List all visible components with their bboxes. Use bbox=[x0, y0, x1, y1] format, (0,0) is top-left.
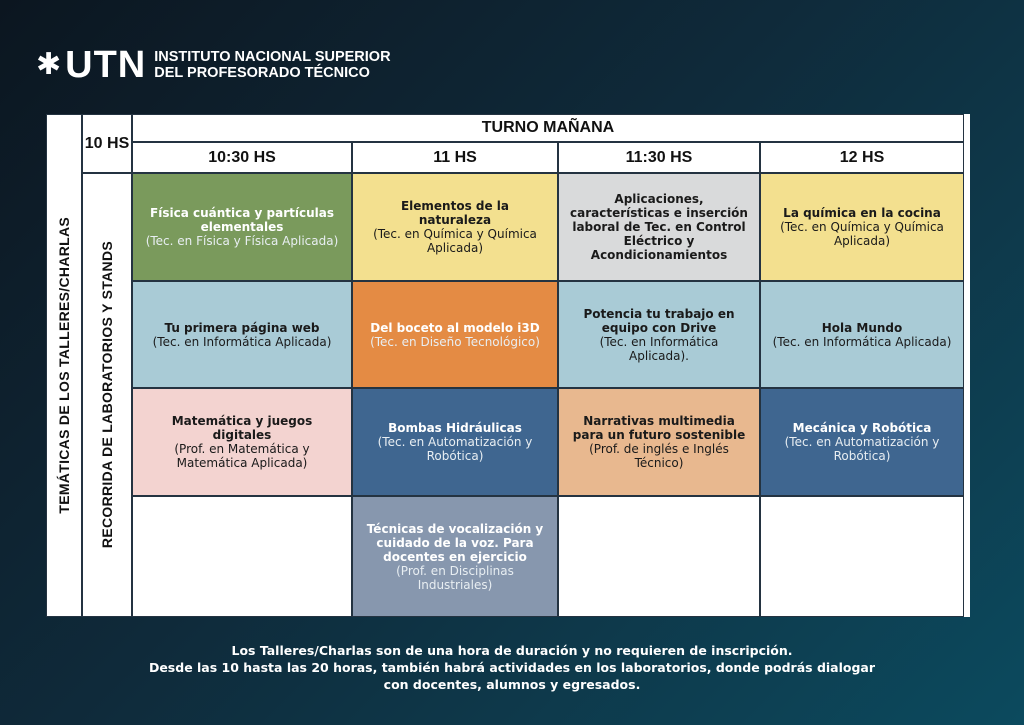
schedule-table bbox=[46, 114, 970, 617]
empty-cell bbox=[132, 496, 352, 617]
workshop-title: Del boceto al modelo i3D bbox=[370, 320, 540, 335]
workshop-cell bbox=[132, 388, 352, 496]
workshop-career: (Tec. en Química y Química Aplicada) bbox=[373, 227, 537, 255]
workshop-title: Hola Mundo bbox=[821, 320, 903, 335]
workshop-title: Matemática y juegos digitales bbox=[171, 414, 313, 442]
time-header-1130: 11:30 HS bbox=[558, 142, 760, 173]
workshop-career: (Tec. en Informática Aplicada) bbox=[152, 334, 332, 349]
institution-name bbox=[154, 49, 390, 81]
workshop-title: Aplicaciones, características e inserción laboral de Tec. en Control Eléctrico y Acondicionamientos bbox=[570, 192, 748, 262]
institution-line-1: INSTITUTO NACIONAL SUPERIOR bbox=[154, 49, 391, 65]
workshop-career: (Prof. en Disciplinas Industriales) bbox=[396, 563, 514, 592]
workshop-career: (Tec. en Automatización y Robótica) bbox=[784, 435, 940, 463]
time-header-11: 11 HS bbox=[352, 142, 558, 173]
workshop-cell bbox=[352, 281, 558, 388]
empty-cell bbox=[760, 496, 964, 617]
time-header-1030: 10:30 HS bbox=[132, 142, 352, 173]
workshop-cell bbox=[558, 388, 760, 496]
empty-cell bbox=[558, 496, 760, 617]
shift-header: TURNO MAÑANA bbox=[132, 114, 964, 142]
utn-logo bbox=[36, 46, 391, 84]
workshop-title: Tu primera página web bbox=[164, 320, 320, 335]
side-label-cell bbox=[46, 114, 82, 617]
workshop-cell bbox=[132, 281, 352, 388]
workshop-title: Técnicas de vocalización y cuidado de la voz. Para docentes en ejercicio bbox=[366, 521, 544, 564]
workshop-cell bbox=[558, 281, 760, 388]
workshop-title: Bombas Hidráulicas bbox=[388, 421, 522, 435]
stands-label-cell bbox=[82, 173, 132, 617]
workshop-cell bbox=[352, 173, 558, 281]
workshop-career: (Tec. en Diseño Tecnológico) bbox=[370, 334, 540, 349]
workshop-cell bbox=[760, 173, 964, 281]
footer-line-1: Los Talleres/Charlas son de una hora de duración y no requieren de inscripción. bbox=[231, 643, 793, 658]
side-label: TEMÁTICAS DE LOS TALLERES/CHARLAS bbox=[56, 217, 72, 514]
asterisk-icon: ✱ bbox=[36, 47, 62, 82]
workshop-cell bbox=[558, 173, 760, 281]
time-header-12: 12 HS bbox=[760, 142, 964, 173]
footer-note bbox=[0, 642, 1024, 693]
workshop-title: Narrativas multimedia para un futuro sostenible bbox=[572, 414, 746, 442]
workshop-title: Potencia tu trabajo en equipo con Drive bbox=[583, 306, 735, 335]
ten-hs-header: 10 HS bbox=[82, 114, 132, 173]
workshop-title: Física cuántica y partículas elementales bbox=[150, 206, 334, 234]
workshop-title: La química en la cocina bbox=[783, 206, 941, 220]
workshop-career: (Prof. de inglés e Inglés Técnico) bbox=[589, 442, 729, 470]
workshop-title: Mecánica y Robótica bbox=[792, 421, 932, 435]
workshop-career: (Tec. en Automatización y Robótica) bbox=[377, 435, 533, 463]
footer-line-3: con docentes, alumnos y egresados. bbox=[383, 677, 641, 692]
workshop-career: (Tec. en Química y Química Aplicada) bbox=[780, 220, 944, 248]
workshop-career: (Prof. en Matemática y Matemática Aplicada) bbox=[174, 442, 310, 470]
workshop-career: (Tec. en Informática Aplicada) bbox=[772, 334, 952, 349]
footer-line-2: Desde las 10 hasta las 20 horas, también habrá actividades en los laboratorios, donde podrás dialogar bbox=[148, 660, 876, 675]
workshop-cell bbox=[352, 388, 558, 496]
stands-label: RECORRIDA DE LABORATORIOS Y STANDS bbox=[99, 241, 115, 549]
workshop-cell bbox=[760, 388, 964, 496]
logo-mark: UTN bbox=[65, 44, 147, 86]
workshop-career: (Tec. en Informática Aplicada). bbox=[599, 334, 719, 363]
workshop-cell bbox=[352, 496, 558, 617]
institution-line-2: DEL PROFESORADO TÉCNICO bbox=[154, 65, 370, 81]
workshop-cell bbox=[760, 281, 964, 388]
workshop-career: (Tec. en Física y Física Aplicada) bbox=[145, 234, 339, 248]
workshop-cell bbox=[132, 173, 352, 281]
workshop-title: Elementos de la naturaleza bbox=[400, 199, 510, 227]
